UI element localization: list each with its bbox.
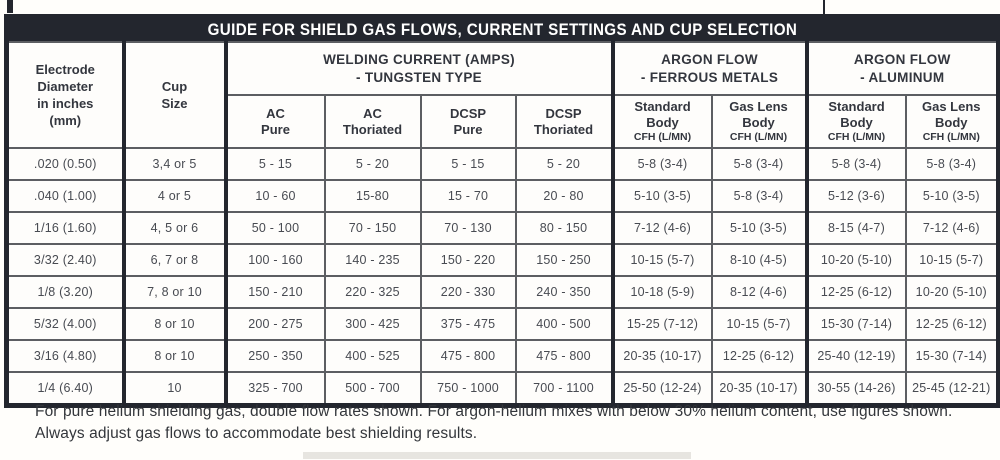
table-cell: 15-30 (7-14) <box>807 308 906 340</box>
table-row <box>7 148 999 180</box>
table-cell: 200 - 275 <box>226 308 325 340</box>
table-cell: 15-30 (7-14) <box>906 340 999 372</box>
header-cup-size: Cup Size <box>124 42 226 148</box>
table-cell: 140 - 235 <box>325 244 421 276</box>
gas-flow-guide-table <box>4 14 1000 408</box>
table-cell: 3/32 (2.40) <box>7 244 124 276</box>
table-cell: 4 or 5 <box>124 180 226 212</box>
table-cell: 15-25 (7-12) <box>613 308 712 340</box>
table-title: GUIDE FOR SHIELD GAS FLOWS, CURRENT SETTINGS AND CUP SELECTION <box>207 20 798 39</box>
table-cell: 5/32 (4.00) <box>7 308 124 340</box>
header-group-welding-current: WELDING CURRENT (AMPS) - TUNGSTEN TYPE <box>226 42 613 95</box>
table-cell: 750 - 1000 <box>421 372 516 406</box>
table-cell: 20-35 (10-17) <box>712 372 807 406</box>
table-cell: 375 - 475 <box>421 308 516 340</box>
table-cell: 80 - 150 <box>516 212 613 244</box>
table-cell: 5-8 (3-4) <box>906 148 999 180</box>
table-cell: 5 - 15 <box>226 148 325 180</box>
sub-header-cell: Gas Lens Body CFH (L/MN) <box>906 95 999 148</box>
header-group-argon-ferrous: ARGON FLOW - FERROUS METALS <box>613 42 807 95</box>
table-cell: 5 - 20 <box>325 148 421 180</box>
table-cell: 10-18 (5-9) <box>613 276 712 308</box>
table-cell: 4, 5 or 6 <box>124 212 226 244</box>
sub-header-cell: Standard Body CFH (L/MN) <box>613 95 712 148</box>
table-row <box>7 244 999 276</box>
table-cell: 5 - 15 <box>421 148 516 180</box>
table-cell: 150 - 220 <box>421 244 516 276</box>
table-cell: 5-10 (3-5) <box>906 180 999 212</box>
footer-note <box>35 401 975 445</box>
table-cell: 7-12 (4-6) <box>906 212 999 244</box>
table-cell: 12-25 (6-12) <box>807 276 906 308</box>
table-cell: 12-25 (6-12) <box>906 308 999 340</box>
table-cell: 10-20 (5-10) <box>807 244 906 276</box>
table-row <box>7 340 999 372</box>
table-cell: 400 - 525 <box>325 340 421 372</box>
table-cell: 10-15 (5-7) <box>613 244 712 276</box>
table-cell: 10-15 (5-7) <box>906 244 999 276</box>
table-cell: 1/16 (1.60) <box>7 212 124 244</box>
header-group-argon-aluminum: ARGON FLOW - ALUMINUM <box>807 42 999 95</box>
footer-note-line1: For pure helium shielding gas, double flow rates shown. For argon-helium mixes with below 30% helium content, use figures shown. <box>35 403 953 420</box>
table-cell: 8-15 (4-7) <box>807 212 906 244</box>
table-cell: .040 (1.00) <box>7 180 124 212</box>
table-cell: 10 <box>124 372 226 406</box>
table-cell: 250 - 350 <box>226 340 325 372</box>
table-cell: 8 or 10 <box>124 308 226 340</box>
sub-header-cell: AC Pure <box>226 95 325 148</box>
table-cell: 50 - 100 <box>226 212 325 244</box>
table-cell: 5-8 (3-4) <box>712 180 807 212</box>
table-row <box>7 212 999 244</box>
sub-header-cell: Gas Lens Body CFH (L/MN) <box>712 95 807 148</box>
table-cell: 475 - 800 <box>516 340 613 372</box>
table-cell: 3/16 (4.80) <box>7 340 124 372</box>
table-cell: 5-12 (3-6) <box>807 180 906 212</box>
table-body <box>7 148 999 406</box>
table-cell: 8-10 (4-5) <box>712 244 807 276</box>
cropped-edge-line <box>823 0 825 14</box>
table-cell: 325 - 700 <box>226 372 325 406</box>
table-cell: 15 - 70 <box>421 180 516 212</box>
cropped-edge-mark <box>7 0 13 13</box>
table-row <box>7 180 999 212</box>
table-cell: 5-10 (3-5) <box>712 212 807 244</box>
table-cell: 30-55 (14-26) <box>807 372 906 406</box>
table-cell: 12-25 (6-12) <box>712 340 807 372</box>
table-cell: 100 - 160 <box>226 244 325 276</box>
group-header-row <box>7 42 999 95</box>
table-cell: 70 - 130 <box>421 212 516 244</box>
table-cell: 150 - 210 <box>226 276 325 308</box>
table-cell: 20 - 80 <box>516 180 613 212</box>
table-cell: 15-80 <box>325 180 421 212</box>
table-cell: 1/4 (6.40) <box>7 372 124 406</box>
table-cell: 500 - 700 <box>325 372 421 406</box>
table-cell: .020 (0.50) <box>7 148 124 180</box>
table-cell: 5 - 20 <box>516 148 613 180</box>
table-cell: 150 - 250 <box>516 244 613 276</box>
table-title-bar <box>7 17 999 43</box>
table-cell: 220 - 325 <box>325 276 421 308</box>
table-cell: 5-8 (3-4) <box>807 148 906 180</box>
table-title-cell <box>7 17 999 43</box>
table-cell: 700 - 1100 <box>516 372 613 406</box>
table-cell: 10 - 60 <box>226 180 325 212</box>
table-cell: 70 - 150 <box>325 212 421 244</box>
cropped-bottom-smudge <box>303 452 691 459</box>
table-cell: 10-15 (5-7) <box>712 308 807 340</box>
table-cell: 220 - 330 <box>421 276 516 308</box>
sub-header-cell: Standard Body CFH (L/MN) <box>807 95 906 148</box>
table-cell: 7-12 (4-6) <box>613 212 712 244</box>
table-cell: 25-45 (12-21) <box>906 372 999 406</box>
table-cell: 6, 7 or 8 <box>124 244 226 276</box>
table-cell: 300 - 425 <box>325 308 421 340</box>
sub-header-cell: DCSP Pure <box>421 95 516 148</box>
table-cell: 25-50 (12-24) <box>613 372 712 406</box>
table-row <box>7 308 999 340</box>
table-row <box>7 276 999 308</box>
table-cell: 8-12 (4-6) <box>712 276 807 308</box>
sub-header-cell: DCSP Thoriated <box>516 95 613 148</box>
table-cell: 400 - 500 <box>516 308 613 340</box>
table-cell: 5-8 (3-4) <box>613 148 712 180</box>
table-cell: 10-20 (5-10) <box>906 276 999 308</box>
table-cell: 475 - 800 <box>421 340 516 372</box>
table-cell: 5-8 (3-4) <box>712 148 807 180</box>
table-cell: 5-10 (3-5) <box>613 180 712 212</box>
header-electrode-diameter: Electrode Diameter in inches (mm) <box>7 42 124 148</box>
table-cell: 20-35 (10-17) <box>613 340 712 372</box>
table-cell: 25-40 (12-19) <box>807 340 906 372</box>
footer-note-line2: Always adjust gas flows to accommodate best shielding results. <box>35 425 478 442</box>
table-cell: 7, 8 or 10 <box>124 276 226 308</box>
table-cell: 8 or 10 <box>124 340 226 372</box>
table-cell: 240 - 350 <box>516 276 613 308</box>
table-cell: 3,4 or 5 <box>124 148 226 180</box>
table-cell: 1/8 (3.20) <box>7 276 124 308</box>
sub-header-cell: AC Thoriated <box>325 95 421 148</box>
